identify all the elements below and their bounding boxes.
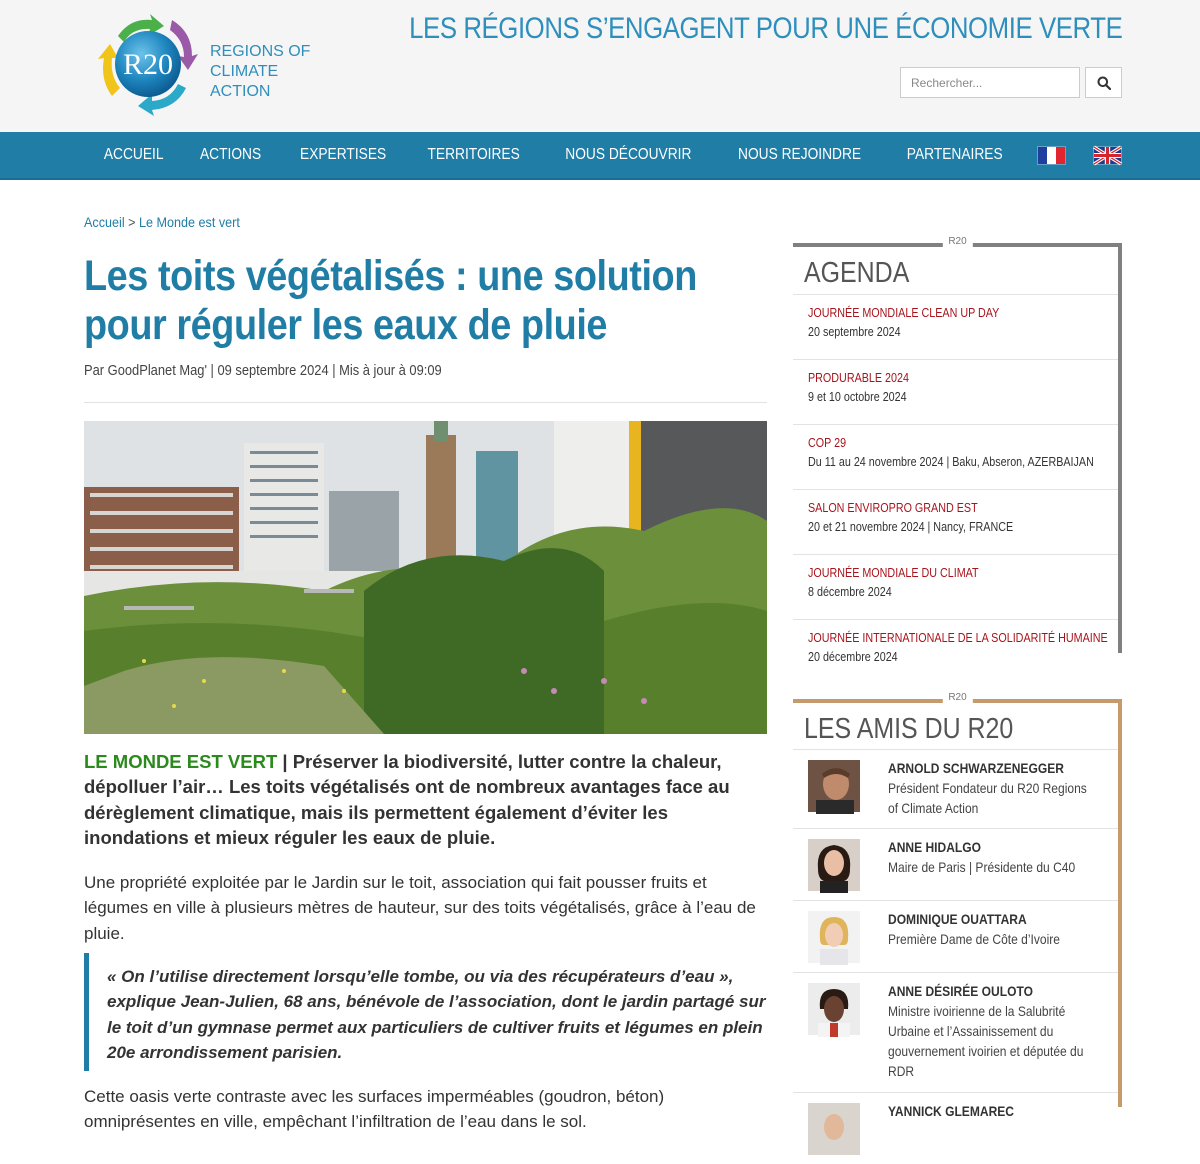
nav-item-expertises[interactable]: EXPERTISES — [300, 146, 387, 163]
friend-item[interactable] — [793, 749, 1118, 828]
agenda-item[interactable] — [793, 359, 1118, 424]
friend-role: Ministre ivoirienne de la Salubrité Urbaine et l’Assainissement du gouvernement ivoirien et députée du RDR — [888, 1003, 1084, 1079]
agenda-item[interactable] — [793, 619, 1118, 684]
nav-item-partenaires[interactable]: PARTENAIRES — [906, 146, 1003, 163]
divider — [84, 402, 767, 403]
friends-badge: R20 — [942, 692, 972, 703]
nav-item-accueil[interactable]: ACCUEIL — [103, 146, 164, 163]
friend-role: Première Dame de Côte d’Ivoire — [888, 931, 1060, 947]
agenda-item-date: 20 décembre 2024 — [808, 650, 898, 664]
agenda-item-name[interactable]: JOURNÉE MONDIALE CLEAN UP DAY — [808, 306, 1000, 320]
friend-item[interactable] — [793, 900, 1118, 972]
article-lead-text: | Préserver la biodiversité, lutter contre la chaleur, dépolluer l’air… Les toits végétalisés ont de nombreux avantages face au dérèglement climatique, mais ils permettent également d’éviter les inondations et mieux réguler les eaux de pluie. — [84, 751, 730, 848]
avatar — [808, 983, 860, 1035]
agenda-item[interactable] — [793, 424, 1118, 489]
friend-item[interactable] — [793, 1092, 1118, 1164]
friend-name: ANNE HIDALGO — [888, 839, 981, 855]
green-roof-photo — [84, 421, 767, 734]
logo-badge-text: R20 — [122, 48, 174, 81]
search-icon — [1097, 76, 1111, 90]
agenda-item-name[interactable]: PRODURABLE 2024 — [808, 371, 909, 385]
nav-item-actions[interactable]: ACTIONS — [200, 146, 262, 163]
friends-title: LES AMIS DU R20 — [804, 713, 1014, 745]
agenda-item-date: 20 et 21 novembre 2024 | Nancy, FRANCE — [808, 520, 1014, 534]
agenda-badge: R20 — [942, 236, 972, 247]
friend-item[interactable] — [793, 972, 1118, 1092]
french-flag-icon[interactable] — [1037, 146, 1066, 165]
friends-widget — [793, 692, 1122, 1119]
article-quote: « On l’utilise directement lorsqu’elle tombe, ou via des récupérateurs d’eau », explique Jean-Julien, 68 ans, bénévole de l’association, dont le jardin partagé sur le toit d’un gymnase permet aux particuliers de cultiver fruits et légumes en plein 20e arrondissement parisien. — [84, 953, 767, 1071]
breadcrumb-separator: > — [128, 214, 136, 230]
friends-side-border — [1118, 699, 1122, 1107]
agenda-item-name[interactable]: JOURNÉE INTERNATIONALE DE LA SOLIDARITÉ HUMAINE — [808, 631, 1108, 645]
agenda-item[interactable] — [793, 554, 1118, 619]
main-navigation — [0, 132, 1200, 180]
article-kicker: LE MONDE EST VERT — [84, 751, 278, 772]
article-paragraph-2: Cette oasis verte contraste avec les surfaces imperméables (goudron, béton) omniprésentes en ville, empêchant l’infiltration de l’eau dans le sol. — [84, 1087, 665, 1132]
avatar — [808, 1103, 860, 1155]
logo-text — [210, 42, 340, 102]
article-title: Les toits végétalisés : une solution pour réguler les eaux de pluie — [84, 252, 697, 349]
globe-logo-icon — [100, 14, 196, 114]
uk-flag-icon[interactable] — [1093, 146, 1122, 165]
avatar — [808, 911, 860, 963]
friend-role: Maire de Paris | Présidente du C40 — [888, 859, 1076, 875]
agenda-item-date: 8 décembre 2024 — [808, 585, 892, 599]
breadcrumb — [84, 214, 240, 230]
agenda-item-name[interactable]: JOURNÉE MONDIALE DU CLIMAT — [808, 566, 979, 580]
agenda-title: AGENDA — [804, 257, 910, 289]
friend-name: DOMINIQUE OUATTARA — [888, 911, 1027, 927]
agenda-side-border — [1118, 243, 1122, 653]
r20-logo[interactable] — [100, 14, 340, 114]
site-tagline: LES RÉGIONS S’ENGAGENT POUR UNE ÉCONOMIE VERTE — [408, 12, 1122, 45]
agenda-item-date: 9 et 10 octobre 2024 — [808, 390, 907, 404]
nav-item-nous-decouvrir[interactable]: NOUS DÉCOUVRIR — [565, 146, 692, 163]
avatar — [808, 839, 860, 891]
article-byline: Par GoodPlanet Mag' | 09 septembre 2024 | Mis à jour à 09:09 — [84, 362, 442, 379]
friend-role: Président Fondateur du R20 Regions of Climate Action — [888, 780, 1087, 816]
agenda-item-name[interactable]: COP 29 — [808, 436, 847, 450]
agenda-list[interactable] — [793, 294, 1118, 684]
breadcrumb-home-link[interactable]: Accueil — [84, 214, 125, 230]
article-paragraph-1: Une propriété exploitée par le Jardin sur le toit, association qui fait pousser fruits et légumes en ville à plusieurs mètres de hauteur, sur des toits végétalisés, grâce à l’eau de pluie. — [84, 873, 756, 943]
agenda-item[interactable] — [793, 489, 1118, 554]
agenda-item-date: 20 septembre 2024 — [808, 325, 901, 339]
agenda-item-name[interactable]: SALON ENVIROPRO GRAND EST — [808, 501, 978, 515]
article-lead — [84, 749, 767, 850]
agenda-item[interactable] — [793, 294, 1118, 359]
avatar — [808, 760, 860, 812]
agenda-item-date: Du 11 au 24 novembre 2024 | Baku, Abseron, AZERBAIJAN — [808, 455, 1094, 469]
breadcrumb-current-link[interactable]: Le Monde est vert — [138, 214, 240, 230]
friend-name: YANNICK GLEMAREC — [888, 1103, 1014, 1119]
search-input[interactable] — [900, 67, 1080, 98]
nav-item-territoires[interactable]: TERRITOIRES — [427, 146, 521, 163]
friend-name: ARNOLD SCHWARZENEGGER — [888, 760, 1064, 776]
search-button[interactable] — [1085, 67, 1122, 98]
friends-list[interactable] — [793, 749, 1118, 1164]
logo-line-2: CLIMATE ACTION — [210, 63, 279, 100]
friend-item[interactable] — [793, 828, 1118, 900]
site-header — [0, 0, 1200, 132]
nav-item-nous-rejoindre[interactable]: NOUS REJOINDRE — [738, 146, 862, 163]
friend-name: ANNE DÉSIRÉE OULOTO — [888, 983, 1033, 999]
logo-line-1: REGIONS OF — [210, 43, 311, 60]
agenda-widget — [793, 236, 1122, 664]
